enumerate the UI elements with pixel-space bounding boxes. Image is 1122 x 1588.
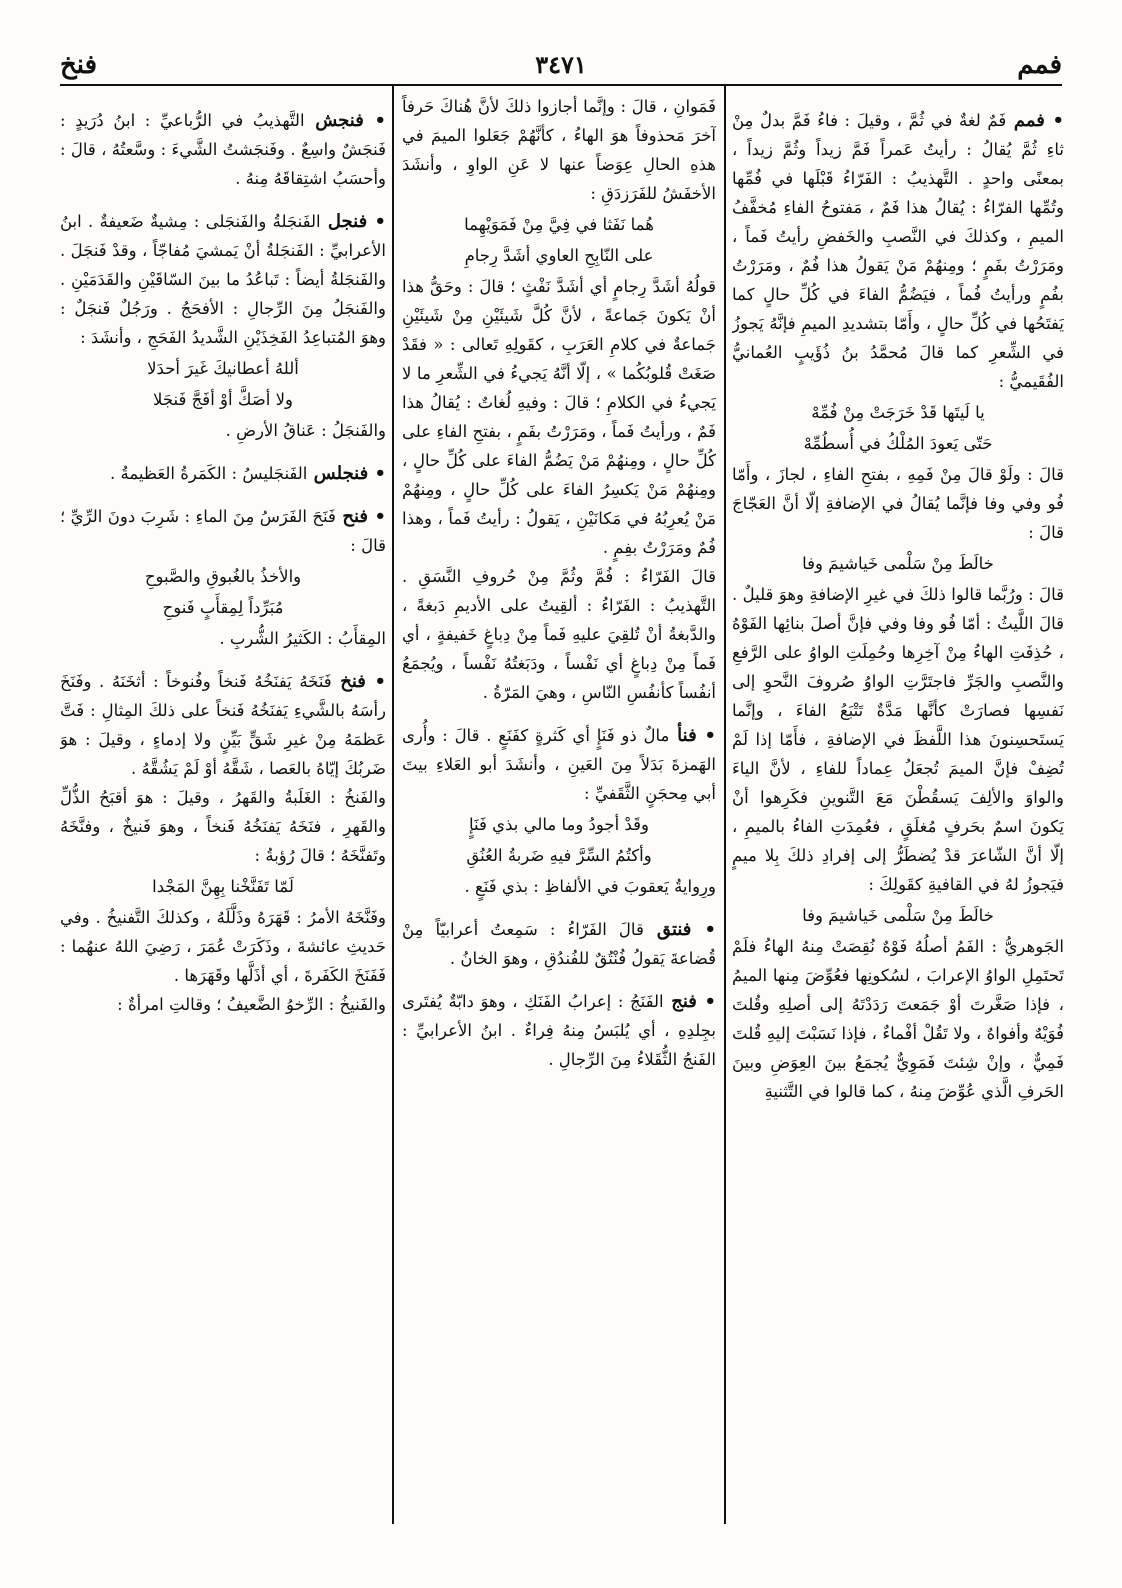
column-middle [402,92,716,1522]
entry-text: والفَنيخُ : الرِّخوُ الضَّعيفُ ؛ وقالتِ امرأةٌ : [117,995,386,1014]
dictionary-entry [732,106,1064,396]
entry-paragraph [402,562,716,707]
entry-headword: • فمم [1006,110,1064,131]
entry-text: المِقأَبُ : الكَثيرُ الشُّربِ . [219,629,386,648]
entry-text: قالَ : ولَوْ قالَ مِنْ فَمِهِ ، بفتحِ الفاءِ ، لجازَ ، وأَمّا فُو وفي وفا فإنَّما يُقالُ في الإضافةِ إلّا أنَّ العَجّاجَ قالَ : [732,465,1064,542]
entry-text: قولُهُ أشَدَّ رِجامٍ أي أشَدَّ نَفْثٍ ؛ قالَ : وحَقُّ هذا أنْ يَكونَ جَماعةً ، لأنَّ كُلَّ شَيئَيْنِ مِنْ شَيئَيْنِ جَماعةٌ في كلامِ العَرَبِ ، كقَولِهِ تَعالى : « فقَدْ صَغَتْ قُلوبُكُما » ، إلّا أنَّهُ يَجيءُ في الشِّعرِ ما لا يَجيءُ في الكلامِ ؛ قالَ : وفيهِ لُغاتٌ : يُقالُ هذا فَمٌ ، ورأيتُ فَماً ، ومَرَرْتُ بفَمٍ ، بفتحِ الفاءِ على كُلِّ حالٍ ، ومِنهُمْ مَنْ يَضُمُّ الفاءَ على كُلِّ حالٍ ، ومِنهُمْ مَنْ يَكسِرُ الفاءَ على كُلِّ حالٍ ، ومِنهُمْ مَنْ يُعرِبُهُ في مَكانَيْنِ ، يَقولُ : رأيتُ فَماً ، وهذا فُمٌ ومَرَرْتُ بفِمٍ . [402,277,716,557]
entry-text: الفَنجَليسُ : الكَمَرةُ العَظيمةُ . [110,464,308,483]
entry-text: قالَ الفَرّاءُ : فُمَّ وثُمَّ مِنْ حُروفِ النَّسَقِ . التَّهذيبُ : الفَرّاءُ : ألقِيتُ على الأديمِ دَبغةً ، والدَّبغةُ أنْ تُلقِيَ عليهِ فَماً مِنْ دِباغٍ خَفيفةٍ ، أي فَماً مِنْ دِباغٍ أي نَفْساً ، ودَبَغتُهُ نَفْساً ، ويُجمَعُ أنفُساً كأنفُسِ النّاسِ ، وهيَ المَرّةُ . [402,567,716,702]
verse-line: خالَطَ مِنْ سَلْمى خَياشيمَ وفا [802,554,994,573]
entry-headword: • فنجل [320,211,386,232]
entry-headword: • فنح [335,506,386,527]
entry-paragraph [732,460,1064,547]
dictionary-entry [60,459,386,488]
verse-line: أللهُ أعطانيكَ غَيرَ أحدَلا [147,359,299,378]
dictionary-entry [60,667,386,783]
entry-text: مالٌ ذو فَنَإٍ أي كَثرةٍ كفَنَعٍ . قالَ : وأُرى الهَمزةَ بَدَلاً مِنَ العَينِ ، وأنشَدَ أبو العَلاءِ بيتَ أبي مِحجَنٍ الثَّقَفيِّ : [402,726,716,803]
entry-paragraph [732,932,1064,1106]
entry-paragraph [60,990,386,1019]
verse-line: يا لَيتَها قَدْ خَرَجَتْ مِنْ فُمِّهْ [811,403,985,422]
entry-text: قالَ : ورُبَّما قالوا ذلكَ في غيرِ الإضافةِ وهوَ قليلٌ . قالَ اللَّيثُ : أمّا فُو وفا وفي فإنَّ أصلَ بنائِها الفَوْهُ ، حُذِفَتِ الهاءُ مِنْ آخِرِها وحُمِلَتِ الواوُ على الرَّفعِ والنَّصبِ والجَرِّ فاجتَرَّتِ الواوُ صُروفَ النَّحوِ إلى نَفسِها فصارَتْ كأنَّها مَدَّةٌ تَتْبَعُ الفاءَ ، وإنَّما يَستَحسِنونَ هذا اللَّفظَ في الإضافةِ ، فأَمّا إذا لَمْ تُضِفْ فإنَّ الميمَ تُجعَلُ عِماداً للفاءِ ، لأنَّ الياءَ والواوَ والألِفَ يَسقُطْنَ مَعَ التَّنوينِ فكَرِهوا أنْ يَكونَ اسمٌ بحَرفٍ مُغلَقٍ ، فعُمِدَتِ الفاءُ بالميمِ ، إلّا أنَّ الشّاعرَ قدْ يُضطَرُّ إلى إفرادِ ذلكَ بِلا ميمٍ فيَجوزُ لهُ في القافيةِ كقَولِكَ : [732,585,1064,894]
dictionary-entry [60,207,386,352]
dictionary-entry [402,721,716,808]
entry-text: الفَنَجُ : إعرابُ الفَنَكِ ، وهوَ دابّةٌ يُفتَرى بجِلدِهِ ، أي يُلبَسُ مِنهُ فِراءٌ . ابنُ الأعرابيِّ : الفَنجُ الثُّقَلاءُ مِنَ الرِّجالِ . [402,992,716,1069]
entry-text: فَمَوانِ ، قالَ : وإنَّما أجازوا ذلكَ لأنَّ هُناكَ حَرفاً آخرَ مَحذوفاً هوَ الهاءُ ، كأنَّهُمْ جَعَلوا الميمَ في هذهِ الحالِ عِوَضاً عنها لا عَنِ الواوِ ، وأنشَدَ الأخفَشُ للفَرَزدَقِ : [402,97,716,203]
verse-line: مُبَرِّداً لِمِقأَبٍ فَنوحِ [162,598,284,617]
verse-line: حَتّى يَعودَ المُلْكُ في أُسطُمِّهْ [803,434,993,453]
entry-text: والفَنجَلُ : عَناقُ الأرضِ . [225,421,386,440]
entry-headword: • فنتق [643,919,716,940]
verse-line: والأخذُ بالغُبوقِ والصَّبوحِ [144,567,302,586]
column-divider-right [724,84,726,1524]
entry-paragraph [732,580,1064,899]
dictionary-entry [402,915,716,973]
column-right [732,92,1064,1522]
entry-paragraph [402,92,716,208]
page-number: ٣٤٧١ [535,50,587,79]
entry-headword: • فنخ [331,671,386,692]
entry-text: فَنَخَهُ يَفنَخُهُ فَنخاً وفُنوخاً : أثخَنَهُ . وفَنَخَ رأسَهُ بالشَّيءِ يَفنَخُهُ فَنخاً على ذلكَ المِثالِ : فَتَّ عَظمَهُ مِنْ غيرِ شَقٍّ بَيِّنٍ ولا إدماءٍ ، وقيلَ : هوَ ضَربُكَ إيّاهُ بالعَصا ، شَقَّهُ أوْ لَمْ يَشُقَّهُ . [60,672,386,778]
entry-headword: • فنأ [669,725,716,746]
column-left [60,92,386,1522]
entry-text: التَّهذيبُ في الرُّباعيِّ : ابنُ دُرَيدٍ : فَنجَشٌ واسِعٌ . وفَنجَشتُ الشَّيءَ : وسَّعتُهُ ، قالَ : وأحسَبُ اشتِقاقَهُ مِنهُ . [60,111,386,188]
page-header [60,40,1062,80]
verse-line: لَمّا تَفَنَّخْنا بِهِنَّ المَجْدا [152,877,294,896]
entry-text: وفَنَّخَهُ الأمرُ : قَهَرَهُ وذَلَّلَهُ ، وكذلكَ التَّفنيخُ . وفي حَديثِ عائشةَ ، وذَكَرَتْ عُمَرَ ، رَضِيَ اللهُ عنهُما : فَفَنَخَ الكَفَرةَ ، أي أذَلَّها وقَهَرَها . [60,908,386,985]
entry-text: والفَنخُ : الغَلَبةُ والقَهرُ ، وقيلَ : هوَ أقبَحُ الذُّلِّ والقَهرِ ، فنَخَهُ يَفنَخُهُ فَنخاً ، وهوَ فَنيخٌ ، وفنَّخَهُ وتَفنَّخَهُ ؛ قالَ رُؤبةُ : [60,788,386,865]
verse-line: هُما نَفَثا في فِيَّ مِنْ فَمَوَيْهِما [464,215,654,234]
entry-text: قالَ الفَرّاءُ : سَمِعتُ أعرابيّاً مِنْ قُضاعةَ يَقولُ فُنْتُقٌ للفُندُقِ ، وهوَ الخانُ . [402,920,716,968]
dictionary-entry [402,987,716,1074]
entry-paragraph [60,903,386,990]
entry-headword: • فنجش [304,110,386,131]
column-divider-left [392,84,394,1524]
dictionary-entry [60,502,386,560]
verse-line: وأكتُمُ السِّرَّ فيهِ ضَربةُ العُنُقِ [466,846,652,865]
verse-line: ولا أصَكَّ أوْ أفَجَّ فَنجَلا [153,390,293,409]
verse-line: على النّابِحِ العاوي أشَدَّ رِجامِ [464,246,654,265]
entry-headword: • فنجلس [307,463,386,484]
verse-line: خالَطَ مِنْ سَلْمى خَياشيمَ وفا [802,906,994,925]
entry-text: الفَنجَلةُ والفَنجَلى : مِشيةٌ ضَعيفةٌ . ابنُ الأعرابيِّ : الفَنجَلةُ أنْ يَمشيَ مُفاجّاً ، وقدْ فَنجَلَ . والفَنجَلةُ أيضاً : تَباعُدُ ما بينَ السّاقَيْنِ والقَدَمَيْنِ . والفَنجَلُ مِنَ الرِّجالِ : الأفحَجُ . ورَجُلٌ فَنجَلٌ : وهوَ المُتباعِدُ الفَخِذَيْنِ الشَّديدُ الفَحَجِ ، وأنشَدَ : [60,212,386,347]
entry-paragraph [402,872,716,901]
entry-text: فَمٌ لغةٌ في ثُمَّ ، وقيلَ : فاءُ فَمَّ بدلٌ مِنْ ثاءِ ثُمَّ يُقالُ : رأيتُ عَمراً فَمَّ زيداً وثُمَّ زيداً ، بمعنًى واحدٍ . التَّهذيبُ : الفَرّاءُ قَبْلَها في فُمِّها وتُمِّها الفرّاءُ : يُقالُ هذا فَمٌ ، مَفتوحُ الفاءِ مُخفَّفُ الميمِ ، وكذلكَ في النَّصبِ والخَفضِ رأيتُ فَماً ، ومَرَرْتُ بفَمٍ ؛ ومِنهُمْ مَنْ يَقولُ هذا فُمٌ ، ومَرَرْتُ بفُمٍ ورأيتُ فُماً ، فيَضُمُّ الفاءَ في كُلِّ حالٍ كما يَفتَحُها في كُلِّ حالٍ ، وأَمّا بتشديدِ الميمِ فإنَّهُ يَجوزُ في الشِّعرِ كما قالَ مُحمَّدُ بنُ ذُؤَيبٍ العُمانيُّ الفُقَيميُّ : [732,111,1064,391]
entry-paragraph [60,416,386,445]
header-keyword-left: فنخ [60,50,98,80]
entry-paragraph [60,783,386,870]
header-keyword-right: فمم [1017,50,1062,80]
dictionary-entry [60,106,386,193]
entry-paragraph [60,624,386,653]
entry-text: الجَوهريُّ : الفَمُ أصلُهُ فَوْهٌ نُقِصَتْ مِنهُ الهاءُ فلَمْ تَحتَمِلِ الواوُ الإعرابَ ، لسُكونِها فعُوِّضَ مِنها الميمُ ، فإذا صَغَّرتَ أوْ جَمَعتَ رَدَدْتَهُ إلى أصلِهِ وقُلتَ فُوَيْهٌ وأفواهٌ ، ولا تَقُلْ أفْماءٌ ، فإذا نَسَبْتَ إليهِ قُلتَ فَمِيٌّ ، وإنْ شِئتَ فَمَوِيٌّ يُجمَعُ بينَ العِوَضِ وبينَ الحَرفِ الَّذي عُوِّضَ مِنهُ ، كما قالوا في التَّثنيةِ [732,937,1064,1101]
entry-paragraph [402,272,716,562]
header-rule [60,84,1062,86]
verse-line: وقَدْ أجودُ وما مالي بذي فَنَإٍ [469,815,649,834]
entry-text: فَنَحَ الفَرَسُ مِنَ الماءِ : شَرِبَ دونَ الرِّيِّ ؛ قالَ : [60,507,386,555]
entry-text: ورِوايةُ يَعقوبَ في الألفاظِ : بذي فَنَعٍ . [464,877,716,896]
entry-headword: • فنج [663,991,716,1012]
